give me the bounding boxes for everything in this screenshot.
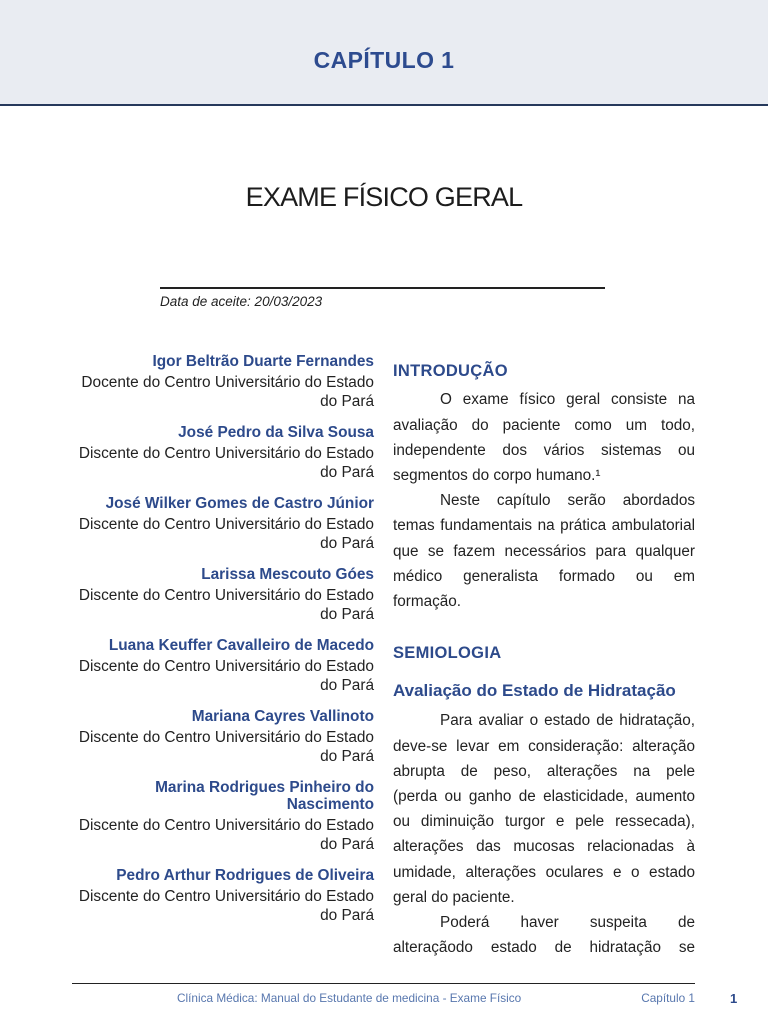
author-name: Pedro Arthur Rodrigues de Oliveira [116, 866, 374, 884]
author-name: Marina Rodrigues Pinheiro do Nascimento [155, 778, 374, 813]
title-divider [160, 287, 605, 289]
subsection-heading-hydration: Avaliação do Estado de Hidratação [393, 681, 676, 700]
hydration-paragraph [393, 708, 695, 910]
paragraph-line: segmentos do corpo humano.¹ [393, 467, 601, 484]
author-entry [64, 779, 374, 854]
paragraph-line: independente dos vários sistemas ou [393, 441, 695, 459]
author-affiliation: Discente do Centro Universitário do Estado do Pará [78, 887, 374, 924]
paragraph-line: (perda ou ganho de elasticidade, aumento [393, 788, 695, 805]
author-name: Larissa Mescouto Góes [201, 565, 374, 583]
chapter-title: EXAME FÍSICO GERAL [245, 182, 523, 212]
section-heading-semiology: SEMIOLOGIA [393, 644, 502, 662]
footer-book-title: Clínica Médica: Manual do Estudante de medicina - Exame Físico [177, 991, 522, 1005]
author-affiliation: Discente do Centro Universitário do Estado do Pará [78, 515, 374, 552]
paragraph-line: médico generalista formado ou em [393, 567, 695, 585]
paragraph-line: Para avaliar o estado de hidratação, [440, 712, 695, 730]
author-entry [64, 566, 374, 624]
paragraph-line: abrupta de peso, alterações na pele [393, 762, 695, 780]
paragraph-line: umidade, alterações oculares e o estado [393, 863, 695, 881]
author-name: Igor Beltrão Duarte Fernandes [152, 352, 374, 370]
author-name: José Wilker Gomes de Castro Júnior [105, 494, 374, 512]
author-entry [64, 867, 374, 925]
author-name: Luana Keuffer Cavalleiro de Macedo [108, 636, 374, 654]
section-heading-introduction: INTRODUÇÃO [393, 362, 508, 380]
intro-paragraph [393, 387, 695, 488]
author-list [64, 353, 374, 938]
paragraph-line: avaliação do paciente como um todo, [393, 416, 695, 434]
hydration-paragraph [393, 910, 695, 960]
author-affiliation: Discente do Centro Universitário do Estado do Pará [78, 444, 374, 481]
author-affiliation: Discente do Centro Universitário do Estado do Pará [78, 657, 374, 694]
paragraph-line: que se fazem necessários para qualquer [393, 542, 695, 560]
page-number: 1 [730, 991, 738, 1006]
author-entry [64, 353, 374, 411]
author-affiliation: Discente do Centro Universitário do Estado do Pará [78, 728, 374, 765]
author-affiliation: Docente do Centro Universitário do Estado do Pará [81, 373, 374, 410]
paragraph-line: ou diminuição turgor e pele ressecada), [393, 813, 695, 831]
footer-divider [72, 983, 695, 985]
author-affiliation: Discente do Centro Universitário do Estado do Pará [78, 816, 374, 853]
chapter-label: CAPÍTULO 1 [313, 47, 455, 73]
paragraph-line: geral do paciente. [393, 888, 515, 906]
paragraph-line: Neste capítulo serão abordados [440, 492, 695, 510]
author-entry [64, 708, 374, 766]
chapter-header-band [0, 0, 768, 106]
paragraph-line: alterações das mucosas relacionadas à [393, 838, 695, 856]
intro-paragraph [393, 488, 695, 614]
author-entry [64, 495, 374, 553]
acceptance-date: Data de aceite: 20/03/2023 [160, 294, 323, 309]
paragraph-line: alteraçãodo estado de hidratação se [393, 939, 695, 957]
paragraph-line: O exame físico geral consiste na [440, 391, 695, 409]
paragraph-line: formação. [393, 593, 462, 610]
author-affiliation: Discente do Centro Universitário do Estado do Pará [78, 586, 374, 623]
footer-chapter-label: Capítulo 1 [641, 991, 695, 1005]
paragraph-line: Poderá haver suspeita de [440, 914, 695, 931]
author-name: José Pedro da Silva Sousa [178, 423, 374, 441]
paragraph-line: temas fundamentais na prática ambulatorial [393, 517, 695, 535]
author-name: Mariana Cayres Vallinoto [191, 707, 374, 725]
author-entry [64, 424, 374, 482]
author-entry [64, 637, 374, 695]
paragraph-line: deve-se levar em consideração: alteração [393, 737, 695, 755]
